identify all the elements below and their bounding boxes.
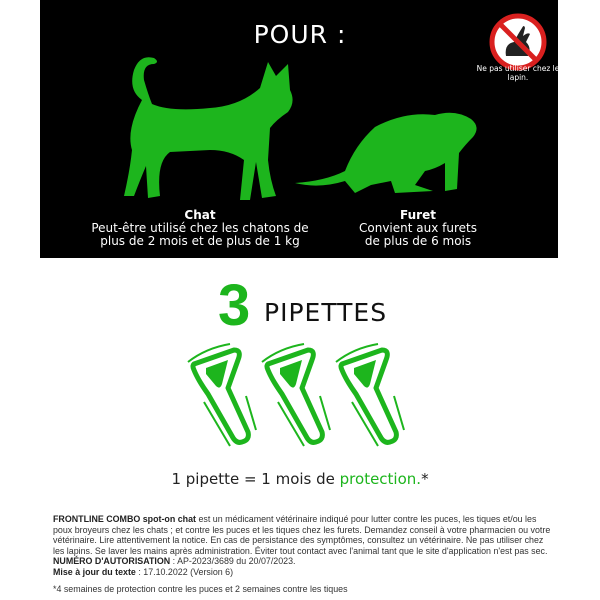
cat-icon [100, 50, 310, 205]
no-rabbit-icon [488, 12, 548, 72]
dose-highlight: protection. [339, 470, 422, 488]
animal-desc-line: Convient aux furets [359, 221, 477, 235]
header-title: POUR : [253, 20, 347, 49]
pipette-icon [262, 344, 330, 446]
update-value: : 17.10.2022 (Version 6) [135, 566, 234, 577]
legal-text [53, 514, 553, 578]
pipette-icon [188, 344, 256, 446]
dose-footnote-mark: * [421, 470, 429, 488]
dose-text: 1 pipette = 1 mois de [171, 470, 340, 488]
dosage-statement [0, 470, 600, 488]
auth-value: : AP-2023/3689 du 20/07/2023. [170, 556, 296, 567]
auth-label: NUMÉRO D'AUTORISATION [53, 556, 171, 567]
footnote: *4 semaines de protection contre les puces et 2 semaines contre les tiques [53, 584, 348, 594]
pipette-count: 3 [218, 273, 251, 338]
pipette-count-label: PIPETTES [264, 298, 388, 327]
animal-caption-chat [80, 209, 320, 248]
pipette-icon [336, 344, 404, 446]
animal-caption-furet [330, 209, 506, 248]
legal-brand: FRONTLINE COMBO spot-on chat [53, 514, 196, 524]
legal-body: est un médicament vétérinaire indiqué pour lutter contre les puces, les tiques et/ou les poux broyeurs chez les chats ; et contre les puces et les tiques chez les furets. Demandez conseil à votre pharmacien ou votre vétérinaire. Lire attentivement la notice. En cas de persistance des symptômes, consultez un vétérinaire. Ne pas utiliser chez les lapins. Se laver les mains après administration. Éviter tout contact avec l'animal tant que le site d'application n'est pas sec. [53, 514, 551, 556]
ferret-icon [295, 105, 485, 200]
animal-name: Furet [400, 208, 436, 222]
animal-desc-line: plus de 2 mois et de plus de 1 kg [100, 234, 300, 248]
animal-desc-line: de plus de 6 mois [364, 234, 472, 248]
animal-name: Chat [184, 208, 216, 222]
no-rabbit-warning: Ne pas utiliser chez le lapin. [476, 64, 560, 82]
pipettes-illustration [180, 340, 420, 450]
update-label: Mise à jour du texte [53, 566, 136, 577]
animal-desc-line: Peut-être utilisé chez les chatons de [91, 221, 309, 235]
